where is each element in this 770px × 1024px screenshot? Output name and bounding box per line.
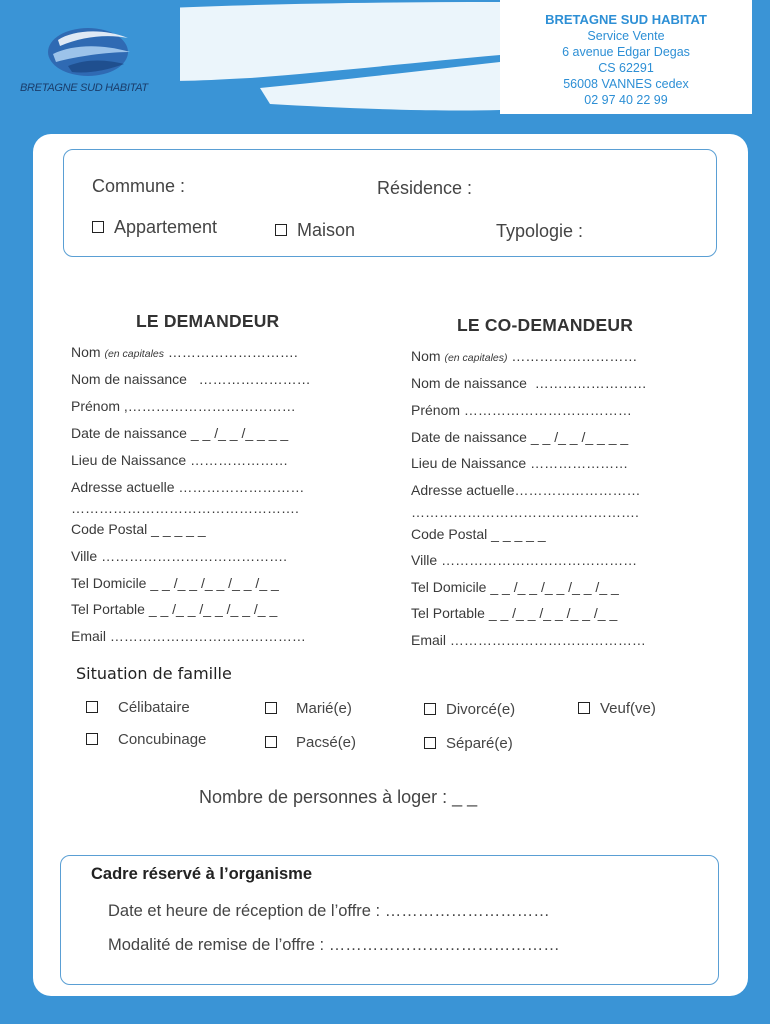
divorce-label: Divorcé(e) [446,701,516,718]
property-box [63,149,717,257]
codemandeur-prenom[interactable]: Prénom ……………………………… [411,402,632,418]
residence-field[interactable]: Résidence : [377,178,473,198]
nom-dots: ………………………. [167,344,298,360]
maison-label: Maison [297,220,356,240]
typologie-field[interactable]: Typologie : [496,221,584,241]
demandeur-tel-portable[interactable]: Tel Portable _ _ /_ _ /_ _ /_ _ /_ _ [71,601,278,617]
pacse-label: Pacsé(e) [296,734,357,751]
maison-option[interactable] [275,220,355,241]
demandeur-nom[interactable] [71,344,298,360]
codemandeur-email[interactable]: Email …………………………………… [411,632,646,648]
separe-option[interactable] [424,735,513,752]
checkbox-icon[interactable] [424,703,436,715]
codemandeur-code-postal[interactable]: Code Postal _ _ _ _ _ [411,526,546,542]
cs-number: CS 62291 [598,61,654,75]
checkbox-icon[interactable] [265,702,277,714]
demandeur-adresse-line2[interactable]: …………………………………………. [71,500,299,516]
concubinage-label: Concubinage [118,731,207,748]
codemandeur-ville[interactable]: Ville …………………………………… [411,552,638,568]
nom-naissance-dots: …………………… [534,375,647,391]
pacse-option[interactable] [265,734,356,751]
checkbox-icon[interactable] [265,736,277,748]
nom-dots: ……………………… [511,348,638,364]
demandeur-prenom[interactable]: Prénom ,……………………………… [71,398,296,414]
codemandeur-nom-naissance[interactable] [411,375,647,391]
demandeur-tel-domicile[interactable]: Tel Domicile _ _ /_ _ /_ _ /_ _ /_ _ [71,575,279,591]
appartement-option[interactable] [92,217,217,238]
address-block [500,0,752,114]
commune-field[interactable]: Commune : [92,176,186,196]
city: 56008 VANNES cedex [563,77,689,91]
demandeur-code-postal[interactable]: Code Postal _ _ _ _ _ [71,521,206,537]
logo-text: BRETAGNE SUD HABITAT [20,82,148,94]
separe-label: Séparé(e) [446,735,513,752]
nom-naissance-label: Nom de naissance [411,375,527,391]
codemandeur-title: LE CO-DEMANDEUR [457,315,634,335]
veuf-option[interactable] [578,700,656,717]
street: 6 avenue Edgar Degas [562,45,690,59]
phone: 02 97 40 22 99 [584,93,668,107]
codemandeur-adresse-line2[interactable]: …………………………………………. [411,504,639,520]
demandeur-email[interactable]: Email …………………………………… [71,628,306,644]
celibataire-option[interactable] [86,699,190,716]
checkbox-icon[interactable] [92,221,104,233]
codemandeur-adresse[interactable]: Adresse actuelle……………………… [411,482,641,498]
nom-hint: (en capitales) [444,352,508,364]
nom-naissance-dots: …………………… [198,371,311,387]
appartement-label: Appartement [114,217,218,237]
demandeur-date-naissance[interactable]: Date de naissance _ _ /_ _ /_ _ _ _ [71,425,289,441]
demandeur-adresse[interactable]: Adresse actuelle ……………………… [71,479,305,495]
checkbox-icon[interactable] [275,224,287,236]
service-name: Service Vente [587,29,665,43]
veuf-label: Veuf(ve) [600,700,656,717]
concubinage-option[interactable] [86,731,206,748]
nom-hint: (en capitales [104,348,164,360]
org-name: BRETAGNE SUD HABITAT [545,12,707,27]
modalite-field[interactable]: Modalité de remise de l’offre : …………………………………… [108,936,560,954]
demandeur-nom-naissance[interactable] [71,371,311,387]
checkbox-icon[interactable] [578,702,590,714]
codemandeur-tel-portable[interactable]: Tel Portable _ _ /_ _ /_ _ /_ _ /_ _ [411,605,618,621]
nom-label: Nom [71,344,101,360]
reception-field[interactable]: Date et heure de réception de l’offre : ………………………… [108,902,550,920]
logo-icon [38,22,138,82]
checkbox-icon[interactable] [86,701,98,713]
codemandeur-date-naissance[interactable]: Date de naissance _ _ /_ _ /_ _ _ _ [411,429,629,445]
demandeur-lieu-naissance[interactable]: Lieu de Naissance ………………… [71,452,289,468]
situation-title: Situation de famille [76,664,232,683]
marie-option[interactable] [265,700,352,717]
demandeur-title: LE DEMANDEUR [136,311,280,331]
organisme-title: Cadre réservé à l’organisme [91,865,313,883]
nombre-personnes-field[interactable]: Nombre de personnes à loger : _ _ [199,787,478,807]
codemandeur-tel-domicile[interactable]: Tel Domicile _ _ /_ _ /_ _ /_ _ /_ _ [411,579,619,595]
divorce-option[interactable] [424,701,515,718]
codemandeur-lieu-naissance[interactable]: Lieu de Naissance ………………… [411,455,629,471]
celibataire-label: Célibataire [118,699,190,716]
header-banner [0,0,500,118]
marie-label: Marié(e) [296,700,352,717]
demandeur-ville[interactable]: Ville …………………………………. [71,548,287,564]
checkbox-icon[interactable] [424,737,436,749]
nom-naissance-label: Nom de naissance [71,371,187,387]
codemandeur-nom[interactable] [411,348,637,364]
nom-label: Nom [411,348,441,364]
checkbox-icon[interactable] [86,733,98,745]
